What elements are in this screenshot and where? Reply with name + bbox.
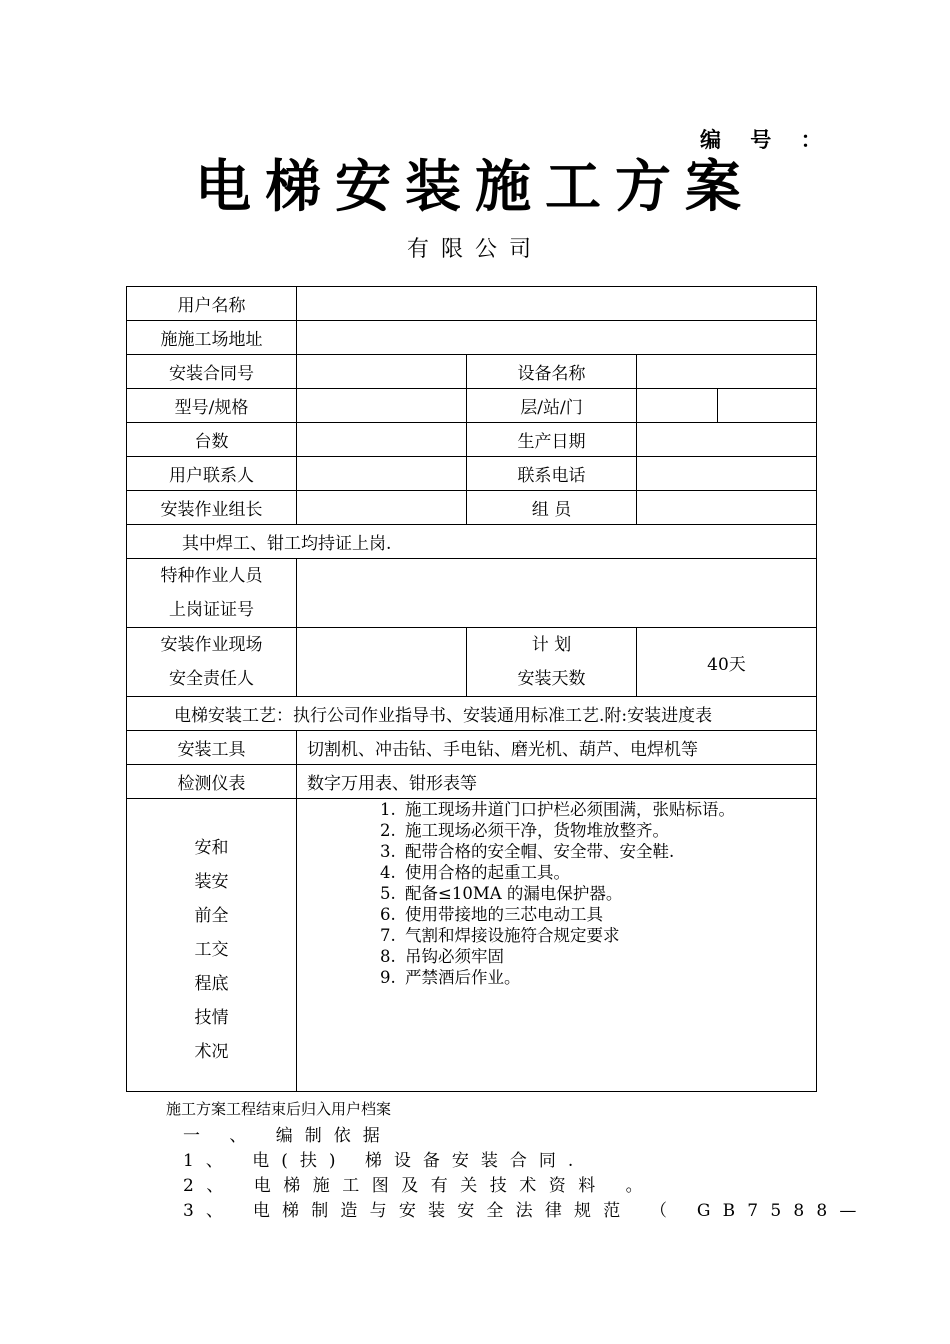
tools-label: 安装工具 <box>127 731 297 765</box>
plan-days-value: 40天 <box>637 628 817 697</box>
equipment-name-field[interactable] <box>637 355 817 389</box>
site-safety-label-line2: 安全责任人 <box>169 669 254 689</box>
special-workers-label-line2: 上岗证证号 <box>169 600 254 620</box>
production-date-label: 生产日期 <box>467 423 637 457</box>
safety-items-cell <box>297 799 817 1092</box>
tools-value: 切割机、冲击钻、手电钻、磨光机、葫芦、电焊机等 <box>297 731 817 765</box>
process-note: 电梯安装工艺：执行公司作业指导书、安装通用标准工艺.附:安装进度表 <box>127 697 817 731</box>
list-item: 8. 吊钩必须牢固 <box>401 946 816 967</box>
floor-station-field[interactable] <box>637 389 718 423</box>
special-workers-field[interactable] <box>297 559 817 628</box>
safety-briefing-label <box>127 799 297 1092</box>
safety-label-line: 装安 <box>194 872 229 892</box>
user-name-label: 用户名称 <box>127 287 297 321</box>
basis-item-2: 2、 电梯施工图及有关技术资料 。 <box>183 1176 656 1196</box>
instruments-value: 数字万用表、钳形表等 <box>297 765 817 799</box>
table-row <box>127 559 817 628</box>
list-item: 5. 配备≤10MA 的漏电保护器。 <box>401 883 816 904</box>
list-item: 4. 使用合格的起重工具。 <box>401 862 816 883</box>
table-row <box>127 321 817 355</box>
table-row <box>127 287 817 321</box>
production-date-field[interactable] <box>637 423 817 457</box>
safety-label-line: 程底 <box>194 974 229 994</box>
instruments-label: 检测仪表 <box>127 765 297 799</box>
list-item: 3. 配带合格的安全帽、安全带、安全鞋. <box>401 841 816 862</box>
table-row <box>127 525 817 559</box>
user-name-field[interactable] <box>297 287 817 321</box>
door-field[interactable] <box>718 389 817 423</box>
plan-days-label <box>467 628 637 697</box>
installation-form-table <box>126 286 817 1092</box>
model-spec-field[interactable] <box>297 389 467 423</box>
site-safety-label-line1: 安装作业现场 <box>160 635 263 655</box>
team-leader-label: 安装作业组长 <box>127 491 297 525</box>
safety-items-list <box>297 799 816 988</box>
team-leader-field[interactable] <box>297 491 467 525</box>
special-workers-label-line1: 特种作业人员 <box>160 566 263 586</box>
table-row <box>127 491 817 525</box>
user-contact-label: 用户联系人 <box>127 457 297 491</box>
plan-days-label-line1: 计 划 <box>531 635 572 655</box>
team-members-label: 组 员 <box>467 491 637 525</box>
contract-no-label: 安装合同号 <box>127 355 297 389</box>
list-item: 2. 施工现场必须干净，货物堆放整齐。 <box>401 820 816 841</box>
table-row <box>127 628 817 697</box>
serial-number-label: 编 号 ： <box>700 127 833 152</box>
plan-days-label-line2: 安装天数 <box>517 669 586 689</box>
equipment-name-label: 设备名称 <box>467 355 637 389</box>
list-item: 6. 使用带接地的三芯电动工具 <box>401 904 816 925</box>
table-row <box>127 697 817 731</box>
page-title: 电梯安装施工方案 <box>195 154 755 220</box>
list-item: 7. 气割和焊接设施符合规定要求 <box>401 925 816 946</box>
site-address-field[interactable] <box>297 321 817 355</box>
table-row <box>127 799 817 1092</box>
table-row <box>127 457 817 491</box>
safety-label-line: 工交 <box>194 940 229 960</box>
team-members-field[interactable] <box>637 491 817 525</box>
contact-phone-field[interactable] <box>637 457 817 491</box>
safety-label-line: 前全 <box>194 906 229 926</box>
company-name: 有限公司 <box>406 237 543 262</box>
model-spec-label: 型号/规格 <box>127 389 297 423</box>
list-item: 9. 严禁酒后作业。 <box>401 967 816 988</box>
quantity-label: 台数 <box>127 423 297 457</box>
section-heading: 一 、 编制依据 <box>183 1126 392 1146</box>
table-row <box>127 355 817 389</box>
archive-note: 施工方案工程结束后归入用户档案 <box>166 1100 392 1118</box>
safety-label-line: 技情 <box>194 1008 229 1028</box>
floor-station-door-label: 层/站/门 <box>467 389 637 423</box>
list-item: 1. 施工现场井道门口护栏必须围满，张贴标语。 <box>401 799 816 820</box>
certified-note: 其中焊工、钳工均持证上岗. <box>127 525 817 559</box>
table-row <box>127 423 817 457</box>
basis-item-3: 3、 电梯制造与安装安全法律规范 （ GB7588— <box>183 1201 869 1221</box>
basis-item-1: 1、 电(扶) 梯设备安装合同. <box>183 1151 586 1171</box>
user-contact-field[interactable] <box>297 457 467 491</box>
table-row <box>127 731 817 765</box>
site-safety-label <box>127 628 297 697</box>
site-safety-field[interactable] <box>297 628 467 697</box>
contact-phone-label: 联系电话 <box>467 457 637 491</box>
site-address-label: 施施工场地址 <box>127 321 297 355</box>
special-workers-label <box>127 559 297 628</box>
table-row <box>127 389 817 423</box>
safety-label-line: 术况 <box>194 1042 229 1062</box>
quantity-field[interactable] <box>297 423 467 457</box>
contract-no-field[interactable] <box>297 355 467 389</box>
safety-label-line: 安和 <box>194 838 229 858</box>
table-row <box>127 765 817 799</box>
